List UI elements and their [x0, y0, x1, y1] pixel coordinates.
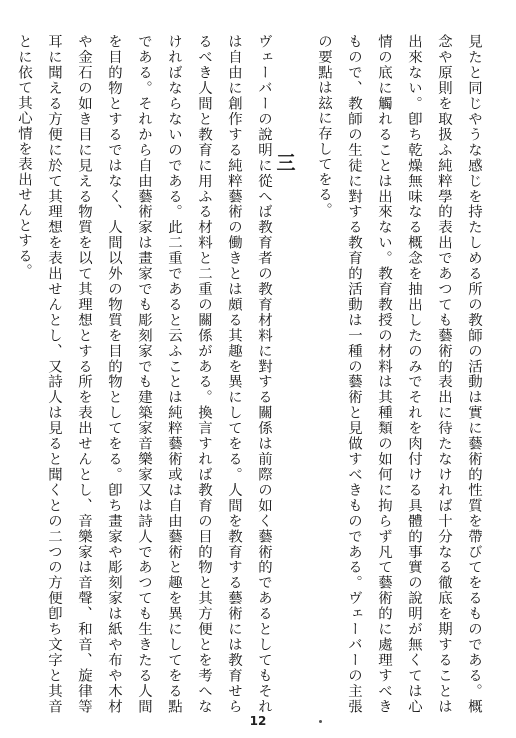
page-number: 12: [249, 714, 267, 728]
ink-speck: [319, 720, 322, 723]
section-number: 三: [276, 152, 296, 174]
paragraph-left: ヴェーバーの說明に從へば教育者の教育材料に對する關係は前際の如く藝術的であるとしてもそれは自由に創作する純粹藝術の働きとは頗る其趣を異にしてをる。人間を教育する藝術には教育せらるべき人間と教育に用ふる材料と二重の關係がある。換言すれば教育の目的物と其方便とを考へなければならないのである。此二重であると云ふことは純粹藝術或は自由藝術と趣を異にしてをる點である。それから自由藝術家は畫家でも彫刻家でも建築家音樂家又は詩人であつても生きたる人間を目的物とするではなく、人間以外の物質を目的物としてをる。卽ち畫家や彫刻家は紙や布や木材や金石の如き目に見える物質を以て其理想とする所を表出せんとし、音樂家は音聲、和音、旋律等耳に聞える方便に於て其理想を表出せんとし、又詩人は見ると聞くとの二つの方便卽ち文字と其音とに依て其心情を表出せんとする。: [16, 34, 272, 714]
paragraph-right: 見たと同じやうな感じを持たしめる所の教師の活動は實に藝術的性質を帶びてをるものである。概念や原則を取扱ふ純粹學的表出であつても藝術的表出に待たなければ十分なる徹底を期することは出來ない。卽ち乾燥無味なる概念を抽出したのみでそれを肉付ける具體的事實の說明が無くては心情の底に觸れることは出來ない。教育教授の材料は其種類の如何に拘らず凡て藝術的に處理すべきもので、教師の生徒に對する教育的活動は一種の藝術と見做すべきものである。ヴェーバーの主張の要點は玆に存してをる。: [316, 34, 482, 714]
